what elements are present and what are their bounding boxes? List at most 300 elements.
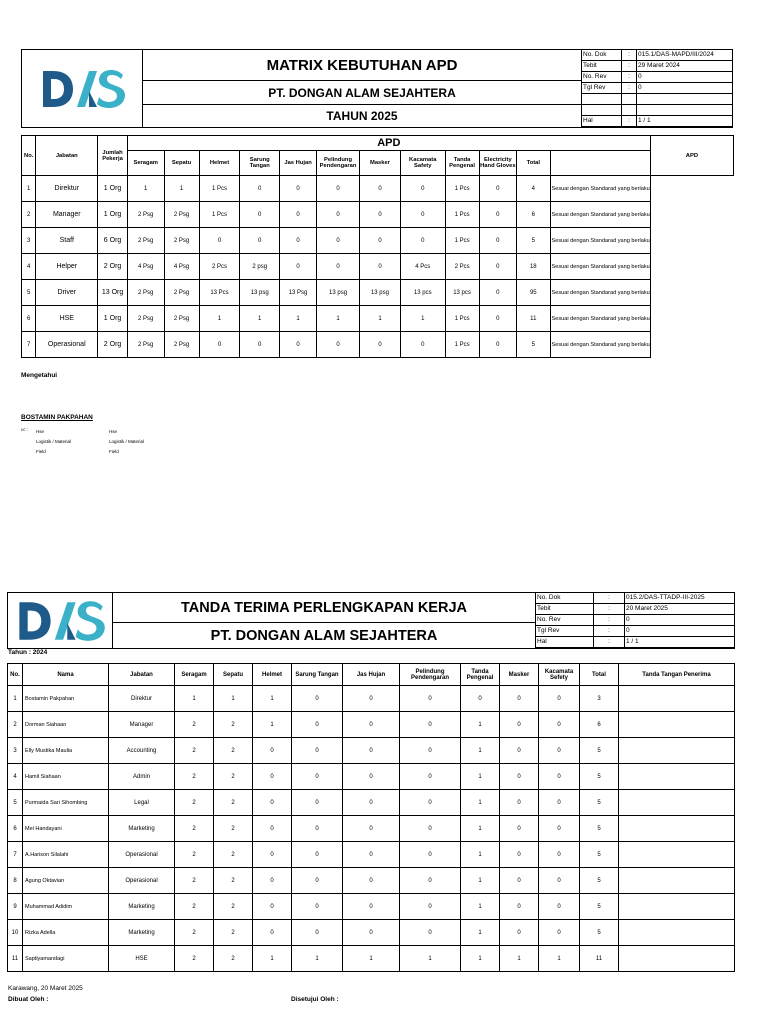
cell-jabatan: Manager	[36, 202, 98, 228]
doc1-title: MATRIX KEBUTUHAN APD	[143, 50, 582, 81]
cell-jas: 0	[280, 332, 317, 358]
cell-kacamata: 0	[539, 712, 580, 738]
col-total: Total	[580, 664, 619, 686]
cell-masker: 0	[500, 790, 539, 816]
cell-jas: 0	[343, 842, 400, 868]
disetujui-oleh: Disetujui Oleh :	[291, 996, 339, 1003]
signature-field[interactable]	[619, 790, 735, 816]
dibuat-oleh: Dibuat Oleh :	[8, 996, 49, 1003]
cell-sarung: 0	[292, 842, 343, 868]
cell-jumlah: 13 Org	[98, 280, 128, 306]
table-row	[8, 842, 735, 868]
cell-total: 5	[580, 868, 619, 894]
cell-sarung: 1	[292, 946, 343, 972]
das-logo	[22, 65, 142, 113]
cell-jabatan: Operasional	[109, 842, 175, 868]
cell-ket: Sesuai dengan Standarad yang berlaku	[550, 228, 650, 254]
cell-pelindung: 0	[400, 686, 461, 712]
cell-no: 1	[22, 176, 36, 202]
table-row	[8, 712, 735, 738]
cell-electricity: 0	[479, 280, 516, 306]
cell-tanda: 1	[461, 764, 500, 790]
cell-total: 11	[517, 306, 550, 332]
cell-jas: 0	[343, 712, 400, 738]
cell-sepatu: 2	[214, 764, 253, 790]
cell-no: 6	[22, 306, 36, 332]
cell-sepatu: 2	[214, 920, 253, 946]
meta-row	[582, 83, 732, 94]
cell-kacamata: 1	[400, 306, 445, 332]
doc1-logo-cell	[22, 50, 143, 128]
cell-jas: 13 Psg	[280, 280, 317, 306]
meta-label	[582, 94, 622, 105]
col-jas: Jas Hujan	[343, 664, 400, 686]
col-jumlah: Jumlah Pekerja	[98, 136, 128, 176]
col-sarung: Sarung Tangan	[292, 664, 343, 686]
cell-pelindung: 1	[317, 306, 360, 332]
col-jabatan: Jabatan	[36, 136, 98, 176]
cell-sepatu: 2 Psg	[164, 280, 199, 306]
cell-jabatan: Admin	[109, 764, 175, 790]
cell-kacamata: 0	[539, 920, 580, 946]
table-row	[8, 868, 735, 894]
meta-value: 0	[637, 83, 733, 94]
cell-kacamata: 0	[539, 738, 580, 764]
cell-seragam: 2	[175, 764, 214, 790]
cell-pelindung: 0	[317, 254, 360, 280]
cell-seragam: 2	[175, 868, 214, 894]
cell-jabatan: HSE	[36, 306, 98, 332]
cell-ket: Sesuai dengan Standarad yang berlaku	[550, 176, 650, 202]
cell-jas: 1	[280, 306, 317, 332]
cell-masker: 0	[500, 816, 539, 842]
cell-electricity: 0	[479, 306, 516, 332]
cell-pelindung: 0	[400, 790, 461, 816]
cell-jabatan: Legal	[109, 790, 175, 816]
cell-jas: 0	[343, 764, 400, 790]
table-row	[22, 332, 734, 358]
col-jabatan: Jabatan	[109, 664, 175, 686]
cell-sarung: 0	[240, 228, 280, 254]
cell-helmet: 0	[199, 332, 240, 358]
meta-label: No. Rev	[582, 72, 622, 83]
cell-sepatu: 2 Psg	[164, 332, 199, 358]
meta-label: Tgl Rev	[536, 626, 594, 637]
cell-tanda: 1	[461, 868, 500, 894]
cell-helmet: 0	[253, 790, 292, 816]
signature-field[interactable]	[619, 842, 735, 868]
table-row	[8, 920, 735, 946]
cell-no: 8	[8, 868, 23, 894]
cell-masker: 0	[500, 686, 539, 712]
cell-helmet: 1	[253, 946, 292, 972]
cell-pelindung: 0	[400, 764, 461, 790]
cell-sepatu: 2	[214, 738, 253, 764]
cell-pelindung: 0	[317, 228, 360, 254]
cell-tanda: 2 Pcs	[445, 254, 479, 280]
cell-total: 5	[580, 920, 619, 946]
table-row	[22, 254, 734, 280]
cell-kacamata: 0	[539, 842, 580, 868]
cell-no: 5	[22, 280, 36, 306]
cell-nama: Muhammad Adidim	[23, 894, 109, 920]
cell-seragam: 2	[175, 894, 214, 920]
cell-total: 95	[517, 280, 550, 306]
cc-list-1	[36, 427, 71, 457]
cell-jabatan: Marketing	[109, 816, 175, 842]
cell-pelindung: 0	[317, 332, 360, 358]
meta-value: 1 / 1	[637, 116, 733, 127]
meta-label: Tgl Rev	[582, 83, 622, 94]
cell-sepatu: 2	[214, 868, 253, 894]
meta-value: 20 Maret 2025	[625, 604, 735, 615]
cell-seragam: 1	[175, 686, 214, 712]
cell-masker: 0	[359, 254, 400, 280]
cell-total: 4	[517, 176, 550, 202]
cell-kacamata: 4 Pcs	[400, 254, 445, 280]
cell-jumlah: 1 Org	[98, 202, 128, 228]
cell-kacamata: 0	[539, 894, 580, 920]
cell-nama: Bostamin Pakpahan	[23, 686, 109, 712]
meta-label: No. Dok	[582, 50, 622, 61]
meta-row	[536, 615, 734, 626]
table-row	[8, 764, 735, 790]
cell-pelindung: 0	[400, 816, 461, 842]
cell-jumlah: 2 Org	[98, 332, 128, 358]
cell-helmet: 0	[253, 738, 292, 764]
meta-sep: :	[594, 626, 625, 637]
cell-nama: Hamil Siahaan	[23, 764, 109, 790]
cell-ket: Sesuai dengan Standarad yang berlaku	[550, 280, 650, 306]
cell-kacamata: 0	[400, 176, 445, 202]
cell-tanda: 1 Pcs	[445, 202, 479, 228]
meta-label: Hal	[582, 116, 622, 127]
cell-ket: Sesuai dengan Standarad yang berlaku	[550, 306, 650, 332]
cell-pelindung: 13 psg	[317, 280, 360, 306]
doc2-tahun: Tahun : 2024	[8, 649, 48, 656]
cell-sarung: 0	[240, 202, 280, 228]
das-logo	[8, 596, 112, 646]
meta-row	[582, 94, 732, 105]
cell-sepatu: 2 Psg	[164, 202, 199, 228]
cell-total: 5	[580, 816, 619, 842]
cell-seragam: 2	[175, 842, 214, 868]
cell-sepatu: 2	[214, 712, 253, 738]
cell-no: 2	[22, 202, 36, 228]
cell-no: 7	[22, 332, 36, 358]
doc2-header	[7, 592, 735, 649]
meta-sep: :	[594, 593, 625, 604]
cell-helmet: 0	[253, 842, 292, 868]
cell-sarung: 2 psg	[240, 254, 280, 280]
meta-sep: :	[622, 61, 637, 72]
table-row	[8, 894, 735, 920]
meta-row	[582, 116, 732, 127]
cell-kacamata: 0	[400, 332, 445, 358]
cell-helmet: 0	[253, 894, 292, 920]
cell-tanda: 13 pcs	[445, 280, 479, 306]
cell-jabatan: Manager	[109, 712, 175, 738]
meta-row	[536, 637, 734, 648]
cell-jabatan: Helper	[36, 254, 98, 280]
cell-sarung: 0	[292, 764, 343, 790]
doc2-meta-cell	[536, 593, 735, 649]
col-apd-note: APD	[650, 136, 733, 176]
cell-no: 6	[8, 816, 23, 842]
cell-helmet: 0	[253, 868, 292, 894]
cell-no: 3	[8, 738, 23, 764]
cell-tanda: 1 Pcs	[445, 332, 479, 358]
cell-sarung: 0	[292, 868, 343, 894]
meta-sep: :	[594, 615, 625, 626]
col-tanda: Tanda Pengenal	[461, 664, 500, 686]
cell-jas: 0	[280, 254, 317, 280]
signature-field[interactable]	[619, 920, 735, 946]
cell-sepatu: 4 Psg	[164, 254, 199, 280]
col-helmet: Helmet	[253, 664, 292, 686]
cc-item: Logistik / Material	[109, 439, 145, 444]
col-seragam: Seragam	[175, 664, 214, 686]
meta-row	[582, 61, 732, 72]
doc2-meta-table	[536, 593, 734, 648]
cell-electricity: 0	[479, 254, 516, 280]
cell-total: 6	[517, 202, 550, 228]
cell-jas: 0	[343, 894, 400, 920]
cell-pelindung: 0	[400, 894, 461, 920]
doc1-meta-table	[582, 50, 732, 127]
cell-electricity: 0	[479, 202, 516, 228]
cell-total: 5	[580, 894, 619, 920]
table-row	[22, 228, 734, 254]
cell-total: 5	[580, 738, 619, 764]
cell-seragam: 2 Psg	[127, 306, 164, 332]
meta-value: 0	[625, 615, 735, 626]
cell-seragam: 4 Psg	[127, 254, 164, 280]
meta-row	[536, 626, 734, 637]
table-row	[8, 790, 735, 816]
meta-sep: :	[622, 83, 637, 94]
cell-tanda: 1	[461, 920, 500, 946]
cell-jabatan: Operasional	[36, 332, 98, 358]
meta-row	[582, 105, 732, 116]
cell-tanda: 1	[461, 712, 500, 738]
cell-kacamata: 0	[539, 686, 580, 712]
signature-field[interactable]	[619, 764, 735, 790]
cell-helmet: 1 Pcs	[199, 176, 240, 202]
col-electricity: Electricity Hand Gloves	[479, 151, 516, 176]
meta-label	[582, 105, 622, 116]
col-seragam: Seragam	[127, 151, 164, 176]
cell-pelindung: 0	[400, 920, 461, 946]
cell-jas: 0	[280, 228, 317, 254]
col-no: No.	[8, 664, 23, 686]
cell-nama: Elly Mustika Maulia	[23, 738, 109, 764]
cell-pelindung: 1	[400, 946, 461, 972]
cc-item: Field	[36, 449, 46, 454]
cell-no: 11	[8, 946, 23, 972]
cell-sepatu: 2 Psg	[164, 228, 199, 254]
cell-total: 5	[580, 790, 619, 816]
cell-no: 2	[8, 712, 23, 738]
meta-value: 015.2/DAS-TTADP-III-2025	[625, 593, 735, 604]
col-no: No.	[22, 136, 36, 176]
meta-sep	[622, 105, 637, 116]
cell-total: 6	[580, 712, 619, 738]
signature-field[interactable]	[619, 686, 735, 712]
col-pelindung: Pelindung Pendengaran	[317, 151, 360, 176]
cell-nama: A.Harison Silalahi	[23, 842, 109, 868]
signature-field[interactable]	[619, 712, 735, 738]
meta-value: 015.1/DAS-MAPD/III/2024	[637, 50, 733, 61]
cell-masker: 0	[500, 894, 539, 920]
signature-field[interactable]	[619, 946, 735, 972]
cell-no: 4	[22, 254, 36, 280]
signature-field[interactable]	[619, 738, 735, 764]
cell-helmet: 1	[199, 306, 240, 332]
cc-label: cc :	[21, 427, 29, 432]
cell-jabatan: Direktur	[36, 176, 98, 202]
col-helmet: Helmet	[199, 151, 240, 176]
cell-seragam: 2 Psg	[127, 228, 164, 254]
cc-item: Hse	[36, 429, 45, 434]
cell-jabatan: Marketing	[109, 894, 175, 920]
cell-sarung: 0	[292, 738, 343, 764]
cell-sarung: 0	[240, 176, 280, 202]
cell-seragam: 2	[175, 712, 214, 738]
doc2-logo-cell	[8, 593, 113, 649]
cell-sarung: 0	[292, 816, 343, 842]
doc1-year: TAHUN 2025	[143, 104, 582, 127]
cell-kacamata: 0	[539, 868, 580, 894]
cell-no: 7	[8, 842, 23, 868]
cell-total: 5	[580, 764, 619, 790]
col-sepatu: Sepatu	[214, 664, 253, 686]
cell-masker: 1	[500, 946, 539, 972]
meta-value	[637, 105, 733, 116]
cell-jumlah: 2 Org	[98, 254, 128, 280]
meta-sep: :	[622, 116, 637, 127]
cell-sarung: 13 psg	[240, 280, 280, 306]
cell-masker: 0	[500, 712, 539, 738]
cell-masker: 0	[359, 202, 400, 228]
table-row	[22, 176, 734, 202]
cell-ket: Sesuai dengan Standarad yang berlaku	[550, 254, 650, 280]
cell-masker: 0	[359, 176, 400, 202]
meta-sep: :	[594, 637, 625, 648]
cell-jabatan: Driver	[36, 280, 98, 306]
cell-pelindung: 0	[400, 738, 461, 764]
table-row	[22, 202, 734, 228]
cell-tanda: 1 Pcs	[445, 306, 479, 332]
cell-tanda: 1	[461, 790, 500, 816]
cell-kacamata: 0	[400, 202, 445, 228]
cell-seragam: 1	[127, 176, 164, 202]
signature-field[interactable]	[619, 816, 735, 842]
cell-jas: 0	[343, 920, 400, 946]
cell-masker: 13 psg	[359, 280, 400, 306]
meta-row	[582, 50, 732, 61]
cc-item: Logistik / Material	[36, 439, 72, 444]
table-row	[8, 738, 735, 764]
cell-electricity: 0	[479, 228, 516, 254]
cell-tanda: 1	[461, 894, 500, 920]
cell-sepatu: 2	[214, 790, 253, 816]
cell-sepatu: 1	[164, 176, 199, 202]
col-ttd: Tanda Tangan Penerima	[619, 664, 735, 686]
cell-tanda: 1 Pcs	[445, 176, 479, 202]
cell-sarung: 0	[292, 712, 343, 738]
cell-jabatan: Direktur	[109, 686, 175, 712]
cell-kacamata: 0	[539, 816, 580, 842]
col-sarung: Sarung Tangan	[240, 151, 280, 176]
cell-electricity: 0	[479, 332, 516, 358]
cell-seragam: 2	[175, 920, 214, 946]
cell-helmet: 0	[253, 764, 292, 790]
cell-seragam: 2	[175, 790, 214, 816]
cell-helmet: 1	[253, 712, 292, 738]
meta-row	[536, 593, 734, 604]
col-total: Total	[517, 151, 550, 176]
receipt-table	[7, 663, 735, 972]
meta-row	[536, 604, 734, 615]
cell-total: 5	[580, 842, 619, 868]
cell-nama: Rizka Adella	[23, 920, 109, 946]
cell-masker: 0	[359, 228, 400, 254]
meta-row	[582, 72, 732, 83]
cell-no: 9	[8, 894, 23, 920]
cell-helmet: 0	[253, 920, 292, 946]
cell-jas: 0	[343, 686, 400, 712]
meta-label: Tebit	[582, 61, 622, 72]
cell-jas: 0	[343, 738, 400, 764]
cell-no: 3	[22, 228, 36, 254]
meta-value	[637, 94, 733, 105]
meta-value: 29 Maret 2024	[637, 61, 733, 72]
col-pelindung: Pelindung Pendengaran	[400, 664, 461, 686]
cell-no: 5	[8, 790, 23, 816]
cell-pelindung: 0	[400, 712, 461, 738]
mengetahui-label: Mengetahui	[21, 372, 58, 379]
cell-pelindung: 0	[400, 868, 461, 894]
cell-total: 11	[580, 946, 619, 972]
cc-list-2	[109, 427, 144, 457]
cell-helmet: 13 Pcs	[199, 280, 240, 306]
cell-jabatan: Staff	[36, 228, 98, 254]
col-tanda: Tanda Pengenal	[445, 151, 479, 176]
cell-masker: 0	[500, 842, 539, 868]
cell-masker: 0	[500, 738, 539, 764]
col-nama: Nama	[23, 664, 109, 686]
cell-total: 5	[517, 228, 550, 254]
cell-no: 1	[8, 686, 23, 712]
cell-jas: 0	[280, 176, 317, 202]
cell-kacamata: 1	[539, 946, 580, 972]
cell-helmet: 1 Pcs	[199, 202, 240, 228]
cell-sarung: 0	[292, 790, 343, 816]
cell-masker: 0	[500, 764, 539, 790]
cell-jas: 0	[343, 816, 400, 842]
cell-helmet: 0	[199, 228, 240, 254]
cell-tanda: 0	[461, 686, 500, 712]
cell-masker: 0	[359, 332, 400, 358]
signature-field[interactable]	[619, 894, 735, 920]
cell-sarung: 0	[292, 894, 343, 920]
signature-field[interactable]	[619, 868, 735, 894]
cell-sarung: 1	[240, 306, 280, 332]
meta-label: Hal	[536, 637, 594, 648]
apd-group-header: APD	[127, 136, 650, 151]
meta-label: No. Rev	[536, 615, 594, 626]
